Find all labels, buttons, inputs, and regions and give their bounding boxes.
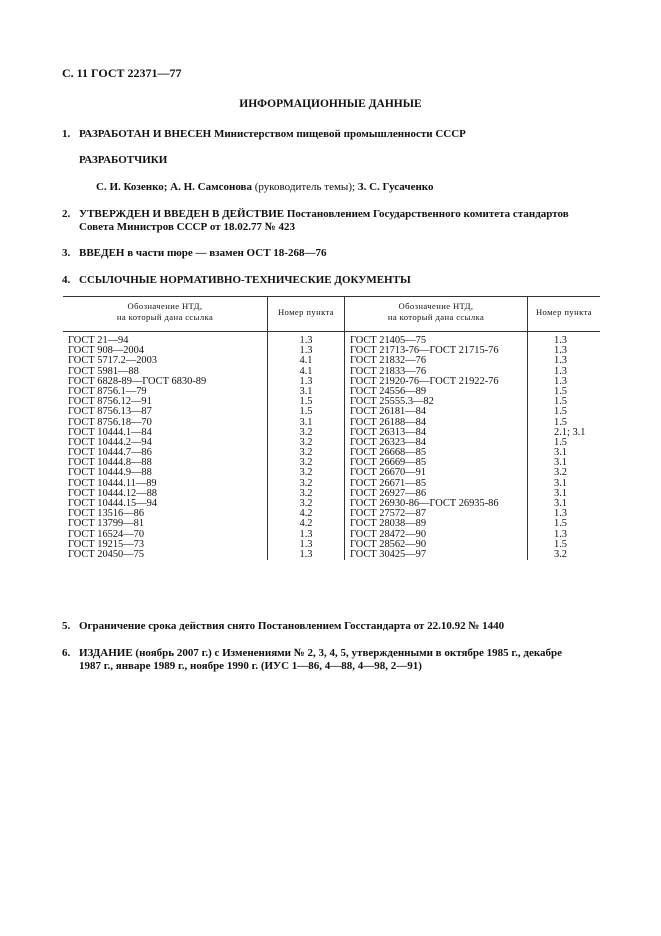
item-4-number: 4. (62, 274, 71, 286)
developers-names-2: З. С. Гусаченко (357, 181, 434, 193)
header-point-right: Номер пункта (528, 297, 601, 332)
ntd-designation: ГОСТ 26181—84 (350, 406, 427, 418)
ntd-designation: ГОСТ 19215—73 (68, 538, 145, 550)
header-designation-left: Обозначение НТД, на который дана ссылка (63, 297, 268, 332)
point-number: 3.2 (299, 426, 313, 438)
ntd-designation: ГОСТ 10444.12—88 (68, 487, 158, 499)
point-number: 1.3 (554, 528, 567, 540)
ntd-designation: ГОСТ 16524—70 (68, 528, 145, 540)
point-number: 4.1 (299, 365, 313, 377)
ntd-designation: ГОСТ 26323—84 (350, 436, 427, 448)
ntd-designation: ГОСТ 26668—85 (350, 447, 427, 459)
point-number: 1.3 (299, 345, 313, 357)
point-number: 3.1 (554, 457, 567, 469)
reference-documents-table (63, 296, 600, 560)
point-number: 3.2 (554, 467, 567, 479)
ntd-designation: ГОСТ 5717.2—2003 (68, 355, 158, 367)
item-1-number: 1. (62, 128, 71, 140)
ntd-designation: ГОСТ 21713-76—ГОСТ 21715-76 (350, 345, 499, 357)
header-designation-right: Обозначение НТД, на который дана ссылка (345, 297, 528, 332)
point-number: 1.5 (554, 538, 567, 550)
point-number: 4.2 (299, 508, 313, 520)
point-number: 3.1 (554, 477, 567, 489)
ntd-designation: ГОСТ 8756.12—91 (68, 396, 152, 408)
point-number: 1.3 (299, 528, 313, 540)
ntd-designation: ГОСТ 21—94 (68, 335, 129, 346)
ntd-designation: ГОСТ 26313—84 (350, 426, 427, 438)
ntd-designation: ГОСТ 25555.3—82 (350, 396, 434, 408)
item-5-number: 5. (62, 620, 71, 632)
point-number: 1.3 (554, 375, 567, 387)
ntd-designation: ГОСТ 21832—76 (350, 355, 427, 367)
ntd-designation: ГОСТ 28038—89 (350, 518, 427, 530)
point-number: 3.1 (554, 487, 567, 499)
point-number: 3.2 (299, 457, 313, 469)
header-point-left: Номер пункта (268, 297, 345, 332)
point-number: 1.3 (554, 508, 567, 520)
ntd-designation: ГОСТ 5981—88 (68, 365, 139, 377)
item-2-line-2: Совета Министров СССР от 18.02.77 № 423 (79, 221, 295, 233)
point-number: 3.1 (299, 416, 313, 428)
ntd-designation: ГОСТ 28562—90 (350, 538, 427, 550)
ntd-designation: ГОСТ 8756.1—79 (68, 385, 147, 397)
item-5-text: Ограничение срока действия снято Постановлением Госстандарта от 22.10.92 № 1440 (79, 620, 505, 632)
ntd-designation: ГОСТ 21920-76—ГОСТ 21922-76 (350, 375, 499, 387)
developers-role: (руководитель темы); (254, 181, 356, 193)
ntd-designation: ГОСТ 26671—85 (350, 477, 427, 489)
ntd-designation: ГОСТ 26930-86—ГОСТ 26935-86 (350, 498, 499, 509)
point-number: 1.5 (554, 518, 567, 530)
ntd-designation: ГОСТ 26670—91 (350, 467, 427, 479)
section-title: ИНФОРМАЦИОННЫЕ ДАННЫЕ (239, 98, 422, 110)
ntd-designation: ГОСТ 10444.7—86 (68, 447, 152, 459)
ntd-designation: ГОСТ 20450—75 (68, 548, 145, 560)
point-number: 1.5 (299, 396, 313, 408)
ntd-designation: ГОСТ 13516—86 (68, 508, 145, 520)
ntd-designation: ГОСТ 10444.9—88 (68, 467, 152, 479)
point-number: 1.3 (554, 335, 567, 346)
point-number: 3.1 (299, 385, 313, 397)
point-number: 3.1 (554, 447, 567, 459)
point-number: 3.1 (554, 498, 567, 509)
point-number: 3.2 (299, 487, 313, 499)
point-number: 4.2 (299, 518, 313, 530)
left-designations (63, 336, 267, 560)
page-header: С. 11 ГОСТ 22371—77 (62, 66, 182, 80)
ntd-designation: ГОСТ 10444.8—88 (68, 457, 152, 469)
ntd-designation: ГОСТ 6828-89—ГОСТ 6830-89 (68, 375, 207, 387)
point-number: 1.3 (554, 345, 567, 357)
ntd-designation: ГОСТ 8756.18—70 (68, 416, 152, 428)
ntd-designation: ГОСТ 10444.2—94 (68, 436, 152, 448)
point-number: 1.5 (554, 436, 567, 448)
ntd-designation: ГОСТ 27572—87 (350, 508, 427, 520)
item-2-line-1: УТВЕРЖДЕН И ВВЕДЕН В ДЕЙСТВИЕ Постановлением Государственного комитета стандартов (79, 208, 569, 220)
point-number: 3.2 (554, 548, 567, 560)
item-3-text: ВВЕДЕН в части пюре — взамен ОСТ 18-268—76 (79, 247, 327, 259)
ntd-designation: ГОСТ 10444.1—84 (68, 426, 152, 438)
point-number: 1.5 (554, 396, 567, 408)
item-1-text: РАЗРАБОТАН И ВНЕСЕН Министерством пищевой промышленности СССР (79, 128, 466, 140)
point-number: 1.3 (554, 365, 567, 377)
ntd-designation: ГОСТ 26188—84 (350, 416, 427, 428)
ntd-designation: ГОСТ 13799—81 (68, 518, 145, 530)
left-points (268, 336, 344, 560)
ntd-designation: ГОСТ 10444.11—89 (68, 477, 157, 489)
ntd-designation: ГОСТ 21833—76 (350, 365, 427, 377)
point-number: 1.3 (299, 375, 313, 387)
point-number: 3.2 (299, 447, 313, 459)
point-number: 2.1; 3.1 (554, 426, 586, 438)
item-3-number: 3. (62, 247, 71, 259)
ntd-designation: ГОСТ 30425—97 (350, 548, 427, 560)
point-number: 3.2 (299, 498, 313, 509)
point-number: 1.5 (554, 406, 567, 418)
ntd-designation: ГОСТ 10444.15—94 (68, 498, 158, 509)
developers-list (96, 181, 433, 194)
ntd-designation: ГОСТ 28472—90 (350, 528, 427, 540)
point-number: 3.2 (299, 467, 313, 479)
point-number: 1.5 (554, 416, 567, 428)
ntd-designation: ГОСТ 8756.13—87 (68, 406, 152, 418)
item-6-line-1: ИЗДАНИЕ (ноябрь 2007 г.) с Изменениями № 2, 3, 4, 5, утвержденными в октябре 1985 г., декабре (79, 647, 563, 659)
point-number: 1.3 (299, 538, 313, 550)
item-6-number: 6. (62, 647, 71, 659)
right-designations (345, 336, 527, 560)
developers-names-1: С. И. Козенко; А. Н. Самсонова (96, 181, 252, 193)
ntd-designation: ГОСТ 26927—86 (350, 487, 427, 499)
developers-label: РАЗРАБОТЧИКИ (79, 154, 168, 166)
ntd-designation: ГОСТ 26669—85 (350, 457, 427, 469)
point-number: 3.2 (299, 477, 313, 489)
item-4-text: ССЫЛОЧНЫЕ НОРМАТИВНО-ТЕХНИЧЕСКИЕ ДОКУМЕНТЫ (79, 274, 411, 286)
ntd-designation: ГОСТ 908—2004 (68, 345, 145, 357)
point-number: 4.1 (299, 355, 313, 367)
item-6-line-2: 1987 г., январе 1989 г., ноябре 1990 г. (ИУС 1—86, 4—88, 4—98, 2—91) (79, 660, 422, 672)
point-number: 1.5 (554, 385, 567, 397)
item-2-number: 2. (62, 208, 71, 220)
point-number: 1.3 (299, 335, 313, 346)
ntd-designation: ГОСТ 21405—75 (350, 335, 427, 346)
point-number: 1.5 (299, 406, 313, 418)
right-points (528, 336, 600, 560)
point-number: 1.3 (554, 355, 567, 367)
ntd-designation: ГОСТ 24556—89 (350, 385, 427, 397)
point-number: 1.3 (299, 548, 313, 560)
point-number: 3.2 (299, 436, 313, 448)
